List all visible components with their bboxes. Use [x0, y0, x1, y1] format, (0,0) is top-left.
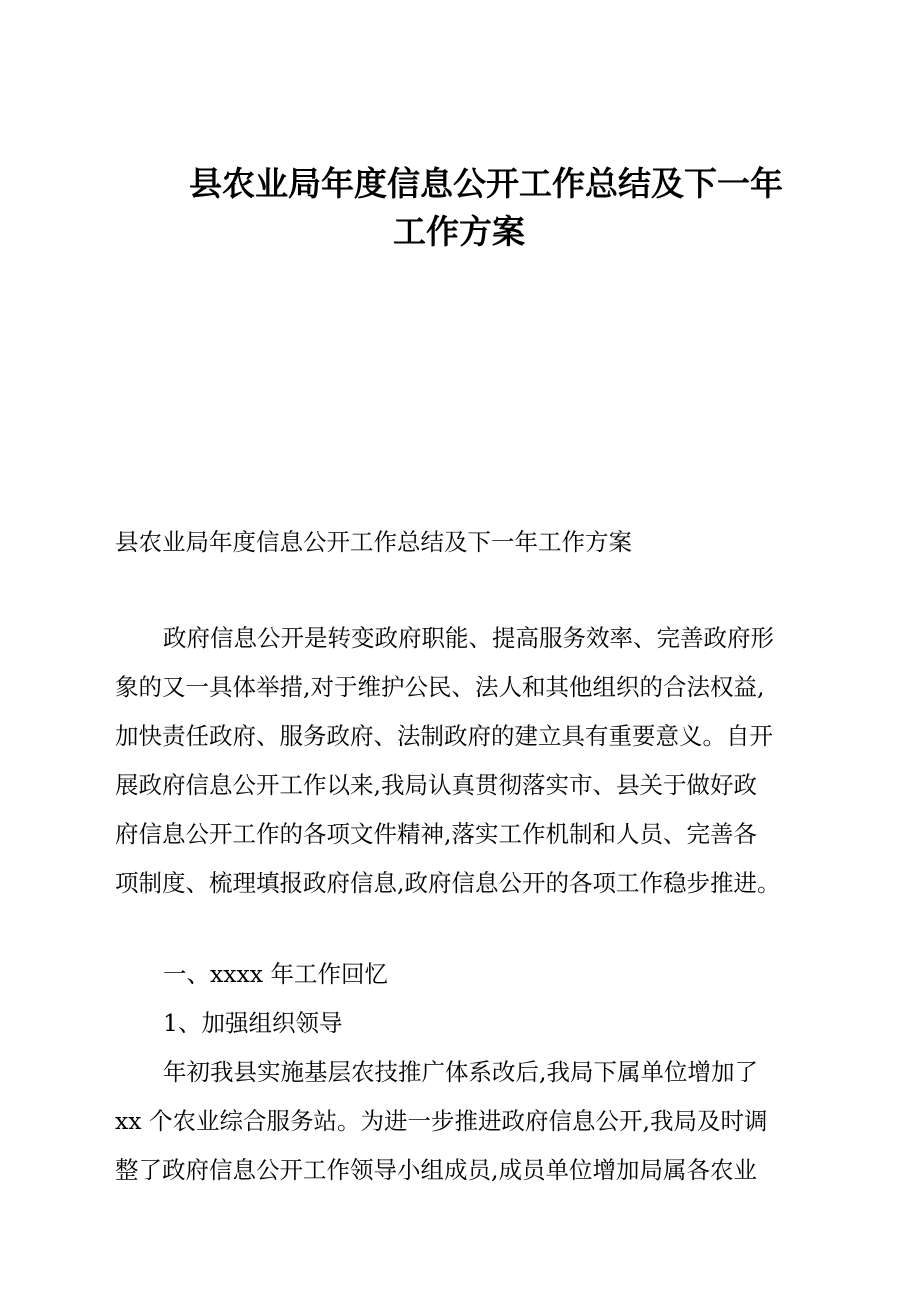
paragraph-line: 展政府信息公开工作以来,我局认真贯彻落实市、县关于做好政 — [115, 771, 757, 799]
paragraph-line: 整了政府信息公开工作领导小组成员,成员单位增加局属各农业 — [115, 1156, 757, 1184]
document-title-line-2: 工作方案 — [393, 212, 525, 251]
paragraph-intro — [115, 614, 780, 908]
paragraph-line: 政府信息公开是转变政府职能、提高服务效率、完善政府形 — [163, 624, 774, 652]
document-subtitle: 县农业局年度信息公开工作总结及下一年工作方案 — [115, 528, 632, 556]
paragraph-line: 加快责任政府、服务政府、法制政府的建立具有重要意义。自开 — [115, 722, 773, 750]
document-title-line-1: 县农业局年度信息公开工作总结及下一年 — [189, 164, 783, 203]
subsection-heading: 1、加强组织领导 — [163, 1009, 343, 1037]
paragraph-line: 项制度、梳理填报政府信息,政府信息公开的各项工作稳步推进。 — [115, 869, 781, 897]
paragraph-line: 府信息公开工作的各项文件精神,落实工作机制和人员、完善各 — [115, 820, 757, 848]
paragraph-line: xx 个农业综合服务站。为进一步推进政府信息公开,我局及时调 — [115, 1107, 768, 1135]
section-heading: 一、xxxx 年工作回忆 — [163, 960, 388, 988]
paragraph-organization — [115, 1048, 767, 1195]
paragraph-line: 年初我县实施基层农技推广体系改后,我局下属单位增加了 — [163, 1058, 758, 1086]
paragraph-line: 象的又一具体举措,对于维护公民、法人和其他组织的合法权益, — [115, 673, 765, 701]
